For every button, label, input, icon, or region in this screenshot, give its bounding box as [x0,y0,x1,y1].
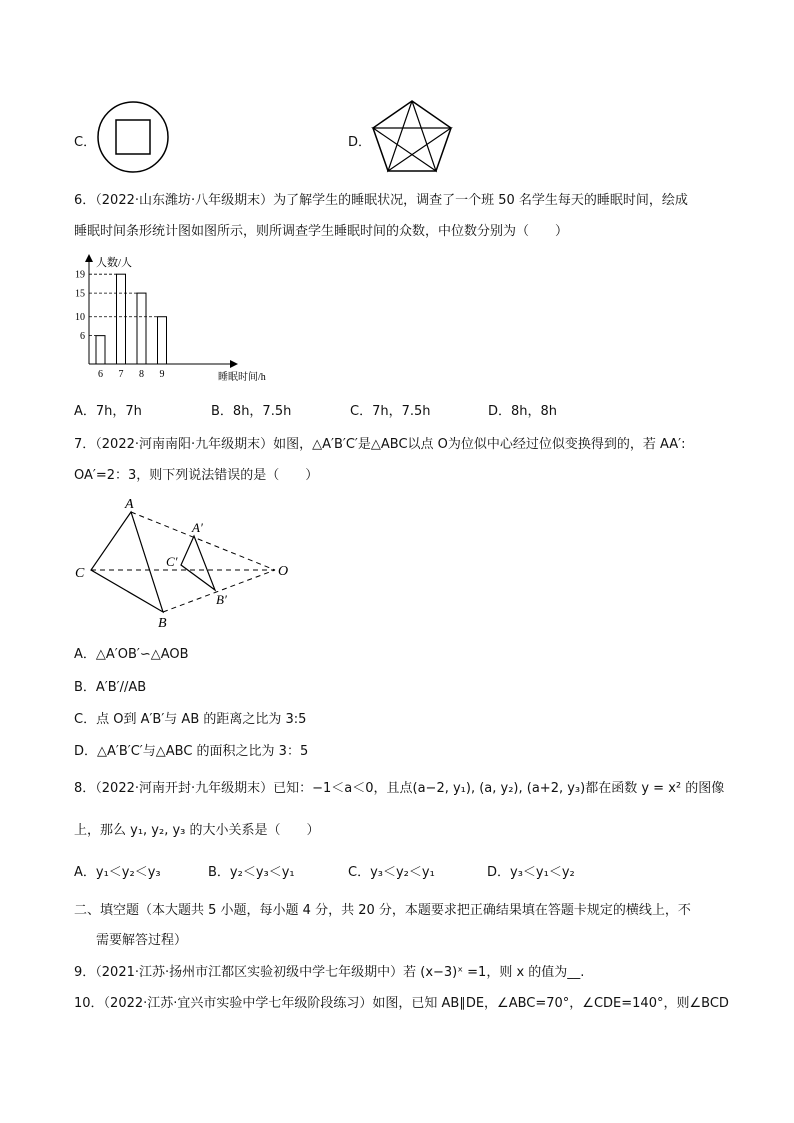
q10-line1: 10．（2022·江苏·宜兴市实验中学七年级阶段练习）如图，已知 AB∥DE，∠ABC=70°，∠CDE=140°，则∠BCD [74,996,729,1011]
section2-line1: 二、填空题（本大题共 5 小题，每小题 4 分，共 20 分，本题要求把正确结果填在答题卡规定的横线上，不 [74,903,691,918]
x-tick-9: 9 [159,369,165,380]
q8-line1: 8．（2022·河南开封·九年级期末）已知：−1＜a＜0，且点(a−2, y₁), (a, y₂), (a+2, y₃)都在函数 y = x² 的图像 [74,781,725,796]
x-tick-6: 6 [98,369,103,380]
q7-option-c[interactable]: C．点 O到 A′B′与 AB 的距离之比为 3:5 [74,712,307,727]
label-A: A [125,497,134,512]
q8-option-d[interactable]: D．y₃＜y₁＜y₂ [487,865,575,880]
q8-option-b[interactable]: B．y₂＜y₃＜y₁ [208,865,295,880]
q6-option-b[interactable]: B．8h，7.5h [211,404,292,419]
q8-line2: 上，那么 y₁, y₂, y₃ 的大小关系是（ ） [74,823,320,838]
q6-options [74,400,774,419]
bar-8 [137,293,146,364]
q6-option-d[interactable]: D．8h，8h [488,404,558,419]
label-O: O [278,564,289,579]
y-tick-6: 6 [80,331,85,343]
bar-7 [117,274,126,364]
pentagon-with-star-icon [370,98,454,174]
q7-line1: 7．（2022·河南南阳·九年级期末）如图，△A′B′C′是△ABC以点 O为位似中心经过位似变换得到的，若 AA′: [74,437,686,452]
label-C: C [75,566,85,581]
q8-options [74,861,774,880]
y-tick-10: 10 [75,312,85,324]
q7-option-a[interactable]: A．△A′OB′∽△AOB [74,647,189,662]
q6-option-c[interactable]: C．7h，7.5h [350,404,431,419]
option-c-label: C． [74,135,97,150]
bar-9 [158,317,167,364]
q7-option-d[interactable]: D．△A′B′C′与△ABC 的面积之比为 3：5 [74,744,309,759]
section2-line2: 需要解答过程） [96,933,188,948]
label-B-prime: B′ [216,592,227,607]
bar-6 [96,336,105,364]
q6-line1: 6．（2022·山东潍坊·八年级期末）为了解学生的睡眠状况，调查了一个班 50 名学生每天的睡眠时间，绘成 [74,193,688,208]
y-axis-label: 人数/人 [96,257,133,269]
x-tick-7: 7 [118,369,124,380]
circle-with-square-icon [96,100,170,174]
q7-line2: OA′=2：3，则下列说法错误的是（ ） [74,468,319,483]
q9-line1: 9．（2021·江苏·扬州市江都区实验初级中学七年级期中）若 (x−3)ˣ =1，则 x 的值为__. [74,965,585,980]
homothety-figure [70,492,300,632]
sleep-bar-chart [70,250,290,385]
label-B: B [158,616,167,631]
q8-option-a[interactable]: A．y₁＜y₂＜y₃ [74,865,161,880]
x-tick-8: 8 [139,369,144,380]
q6-line2: 睡眠时间条形统计图如图所示，则所调查学生睡眠时间的众数，中位数分别为（ ） [74,224,569,239]
label-C-prime: C′ [166,554,178,569]
q8-option-c[interactable]: C．y₃＜y₂＜y₁ [348,865,435,880]
y-tick-19: 19 [75,269,85,281]
q6-option-a[interactable]: A．7h，7h [74,404,142,419]
x-axis-label: 睡眠时间/h [218,372,266,383]
option-d-label: D． [348,135,372,150]
q7-option-b[interactable]: B．A′B′//AB [74,680,147,695]
label-A-prime: A′ [192,520,203,535]
y-tick-15: 15 [75,288,85,300]
